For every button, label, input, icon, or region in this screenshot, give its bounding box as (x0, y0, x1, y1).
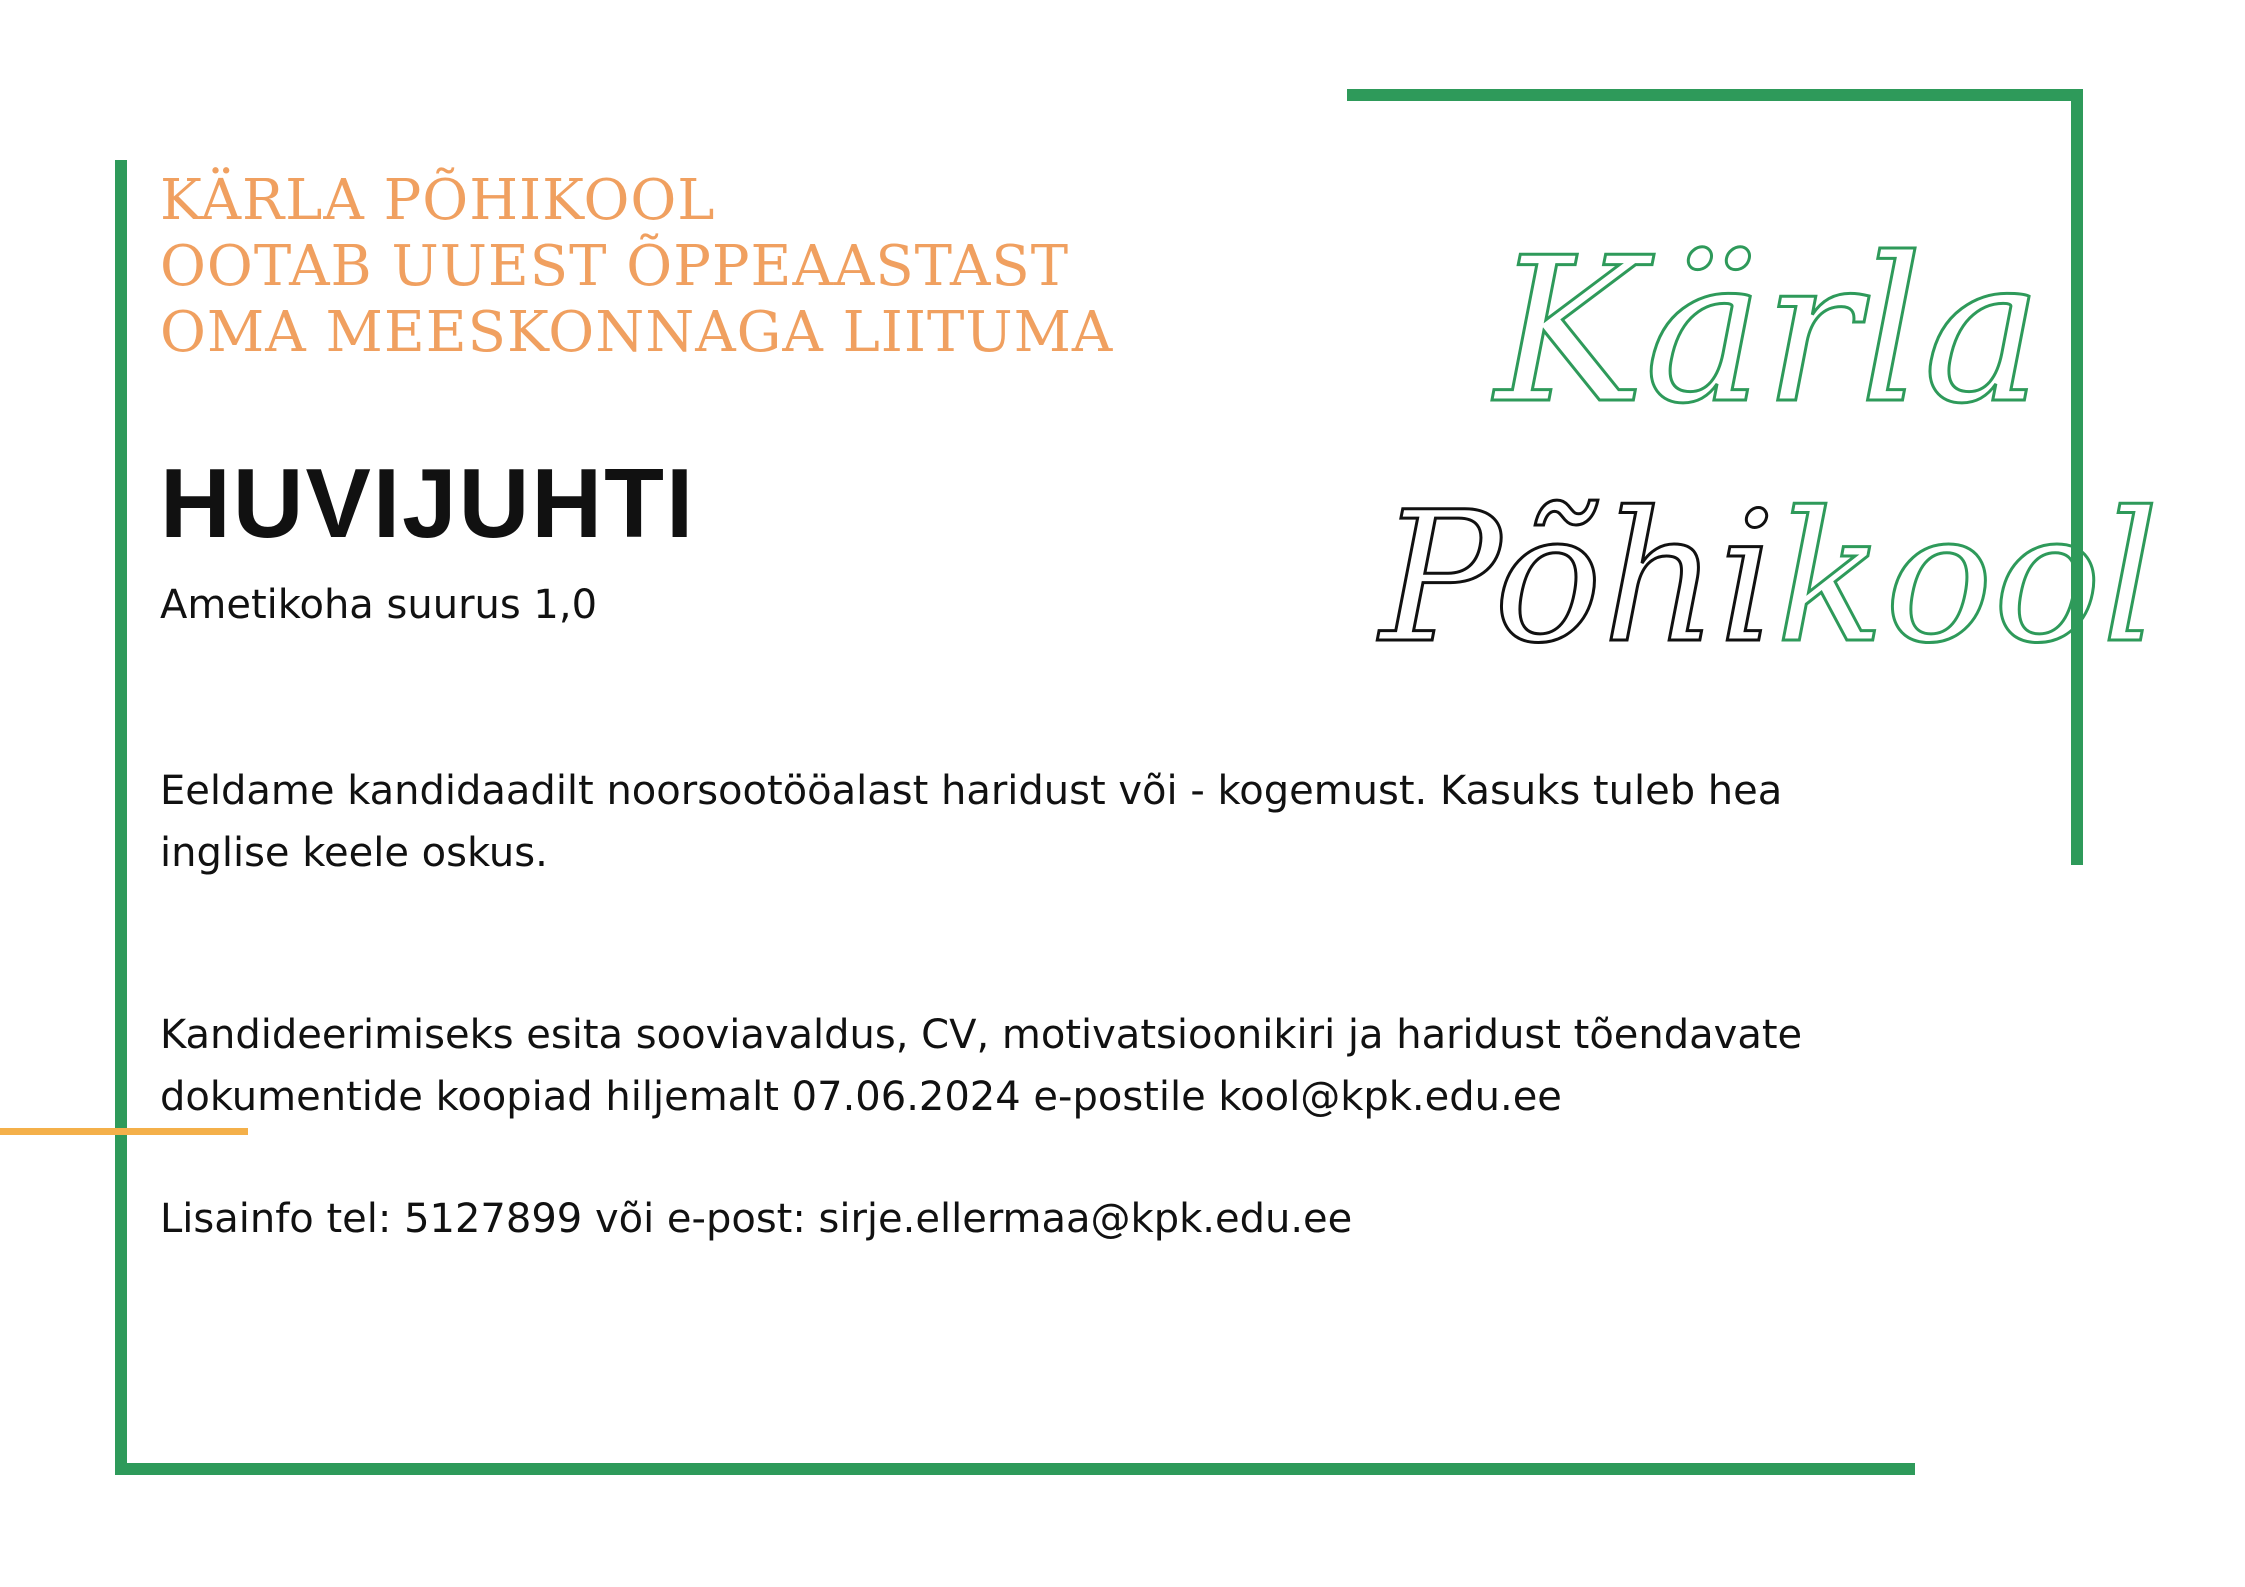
application-paragraph (160, 1004, 1960, 1128)
logo-word-pohikool (1377, 474, 2159, 683)
logo-word-karla: Kärla (1495, 215, 2043, 448)
position-size: Ametikoha suurus 1,0 (160, 582, 598, 628)
logo-word-kool: kool (1775, 474, 2160, 683)
contact-info: Lisainfo tel: 5127899 või e-post: sirje.ellermaa@kpk.edu.ee (160, 1196, 1353, 1242)
headline-line-2: OOTAB UUEST ÕPPEAASTAST (160, 234, 1070, 299)
job-title: HUVIJUHTI (160, 448, 696, 558)
frame-bottom-line (115, 1463, 1915, 1475)
application-line-1: Kandideerimiseks esita sooviavaldus, CV, motivatsioonikiri ja haridust tõendavate (160, 1012, 1803, 1058)
requirements-paragraph (160, 760, 1960, 884)
accent-line (0, 1128, 248, 1135)
application-line-2: dokumentide koopiad hiljemalt 07.06.2024 e-postile kool@kpk.edu.ee (160, 1074, 1562, 1120)
headline-line-1: KÄRLA PÕHIKOOL (160, 168, 716, 233)
school-logo (1380, 160, 2160, 720)
requirements-line-2: inglise keele oskus. (160, 830, 548, 876)
frame-left-line (115, 160, 127, 1475)
headline (160, 168, 1113, 366)
frame-top-line (1347, 89, 2083, 101)
requirements-line-1: Eeldame kandidaadilt noorsootööalast haridust või - kogemust. Kasuks tuleb hea (160, 768, 1783, 814)
logo-word-pohi: Põhi (1380, 474, 1776, 683)
headline-line-3: OMA MEESKONNAGA LIITUMA (160, 300, 1114, 365)
